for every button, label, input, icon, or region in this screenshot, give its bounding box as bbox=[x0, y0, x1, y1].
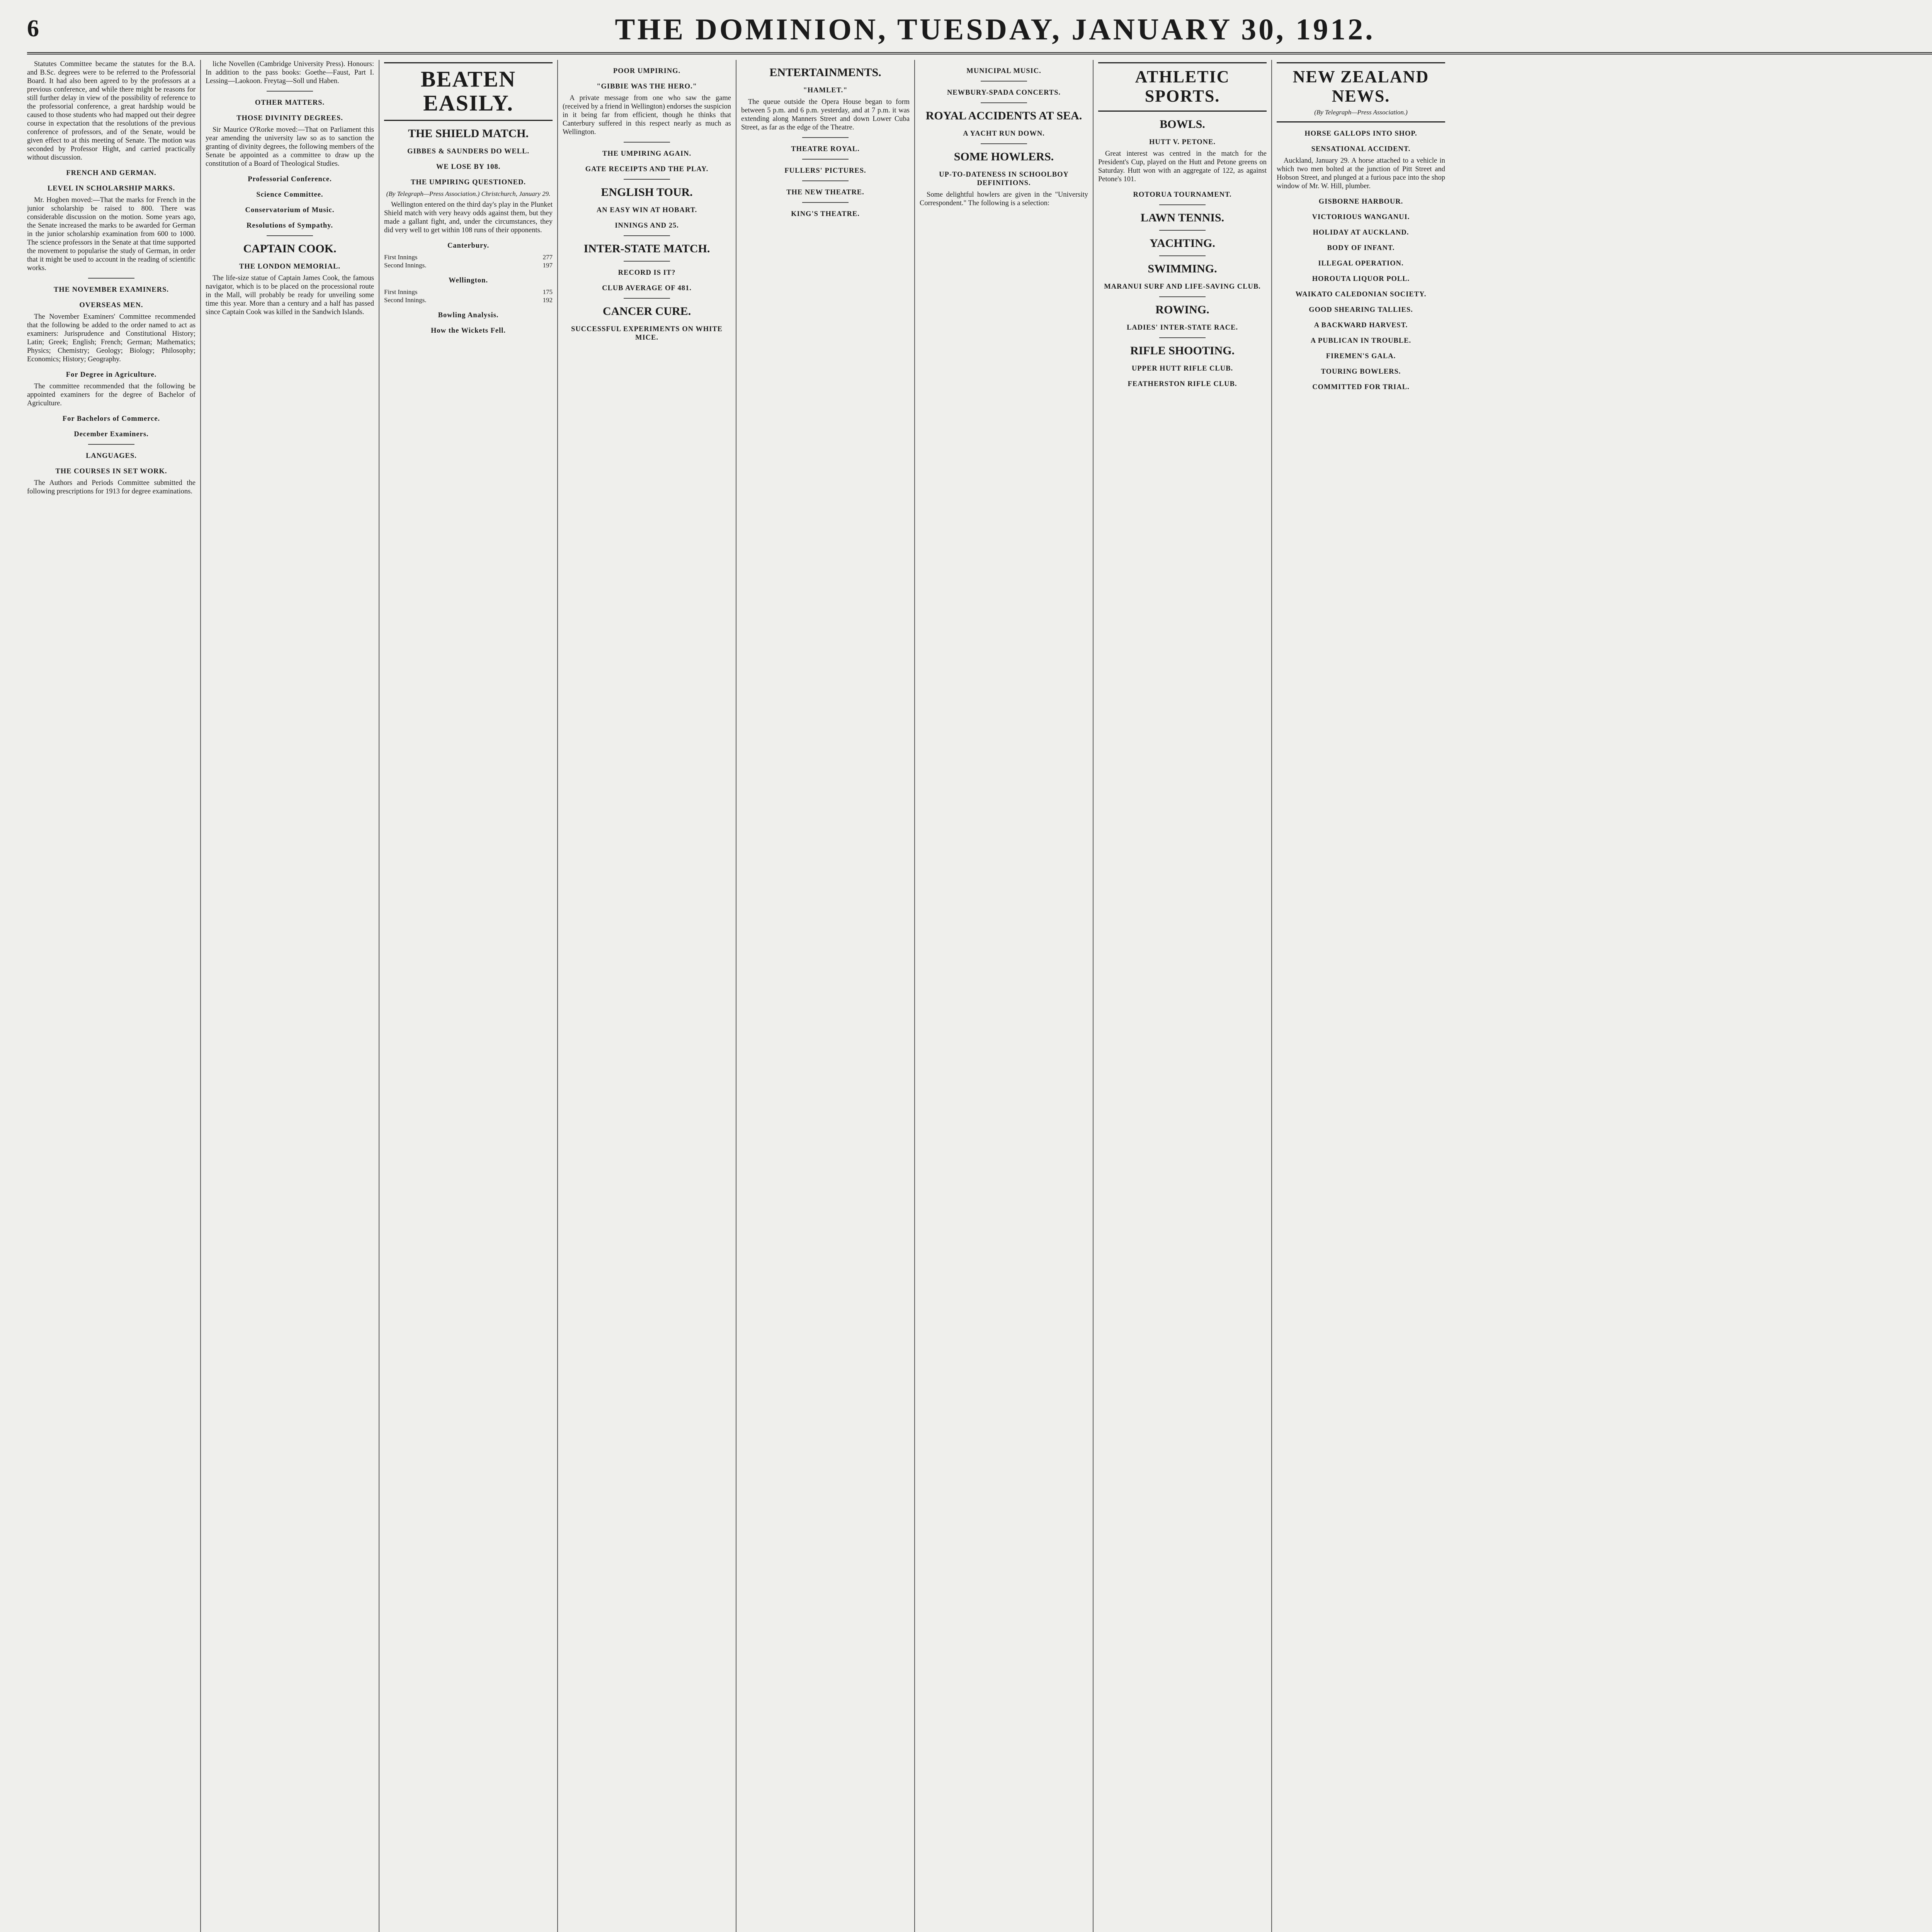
divider bbox=[1159, 296, 1206, 297]
headline: THE LONDON MEMORIAL. bbox=[239, 263, 341, 270]
article-text: The November Examiners' Committee recommended that the following be added to the order named to act as examiners: Jurisprudence and Constitutional History; Latin; Greek; English; French; German; Mathematics; Physics; Chemistry; Geology; Biology; Philosophy; Economics; History; Geography. bbox=[27, 313, 196, 363]
headline: MARANUI SURF AND LIFE-SAVING CLUB. bbox=[1104, 283, 1261, 291]
subhead: Conservatorium of Music. bbox=[245, 206, 335, 214]
article-text: The Authors and Periods Committee submitted the following prescriptions for 1913 for degree examinations. bbox=[27, 479, 196, 495]
headline: SENSATIONAL ACCIDENT. bbox=[1311, 145, 1411, 153]
table-row bbox=[384, 296, 553, 304]
headline: THE NEW THEATRE. bbox=[786, 189, 864, 196]
divider bbox=[624, 179, 670, 180]
column-rule bbox=[914, 60, 915, 1932]
divider bbox=[981, 102, 1027, 103]
headline: SWIMMING. bbox=[1148, 262, 1217, 275]
headline: LADIES' INTER-STATE RACE. bbox=[1126, 324, 1238, 332]
table-cell: Second Innings. bbox=[384, 296, 427, 304]
column-rule bbox=[557, 60, 558, 1932]
dateline: (By Telegraph—Press Association.) Christchurch, January 29. bbox=[386, 190, 551, 197]
headline: ROYAL ACCIDENTS AT SEA. bbox=[925, 109, 1082, 122]
divider bbox=[802, 137, 849, 138]
headline: NEW ZEALAND NEWS. bbox=[1293, 67, 1429, 105]
headline: FRENCH AND GERMAN. bbox=[66, 169, 156, 177]
headline: THE UMPIRING QUESTIONED. bbox=[411, 179, 526, 186]
headline: GOOD SHEARING TALLIES. bbox=[1309, 306, 1413, 314]
headline: BODY OF INFANT. bbox=[1327, 244, 1395, 252]
column-rule bbox=[1093, 60, 1094, 1932]
article-text: Some delightful howlers are given in the "University Correspondent." The following is a selection: bbox=[920, 191, 1088, 207]
headline: UP-TO-DATENESS IN SCHOOLBOY DEFINITIONS. bbox=[939, 171, 1069, 187]
divider bbox=[624, 142, 670, 143]
table-row bbox=[384, 253, 553, 261]
divider bbox=[1159, 255, 1206, 256]
headline: WAIKATO CALEDONIAN SOCIETY. bbox=[1295, 291, 1427, 298]
headline: GISBORNE HARBOUR. bbox=[1318, 198, 1403, 206]
divider bbox=[802, 159, 849, 160]
headline: HOLIDAY AT AUCKLAND. bbox=[1313, 229, 1409, 236]
article-text: The life-size statue of Captain James Cook, the famous navigator, which is to be placed on the processional route in the Mall, will probably be ready for unveiling some time this year. More than a century and a half has passed since Captain Cook was killed in the Sandwich Islands. bbox=[206, 274, 374, 316]
table-cell: First Innings bbox=[384, 288, 418, 296]
subhead: December Examiners. bbox=[74, 430, 149, 438]
headline: ENTERTAINMENTS. bbox=[769, 66, 881, 79]
headline: SUCCESSFUL EXPERIMENTS ON WHITE MICE. bbox=[571, 325, 723, 342]
headline: ILLEGAL OPERATION. bbox=[1318, 260, 1404, 267]
headline: INNINGS AND 25. bbox=[615, 222, 679, 230]
score-table bbox=[384, 253, 553, 269]
article-text: liche Novellen (Cambridge University Press). Honours: In addition to the pass books: Goethe—Faust, Part I. Lessing—Laokoon. Freytag—Soll und Haben. bbox=[206, 60, 374, 85]
headline: NEWBURY-SPADA CONCERTS. bbox=[947, 89, 1061, 97]
headline: BEATEN EASILY. bbox=[420, 66, 516, 116]
headline-box bbox=[1277, 62, 1445, 122]
headline: THE NOVEMBER EXAMINERS. bbox=[54, 286, 169, 294]
headline: ENGLISH TOUR. bbox=[601, 186, 693, 199]
score-table bbox=[384, 288, 553, 304]
divider bbox=[88, 444, 134, 445]
headline: LANGUAGES. bbox=[86, 452, 137, 460]
divider bbox=[88, 278, 134, 279]
headline: OVERSEAS MEN. bbox=[79, 301, 143, 309]
subhead: How the Wickets Fell. bbox=[431, 327, 506, 335]
headline: FIREMEN'S GALA. bbox=[1326, 352, 1396, 360]
subhead: For Degree in Agriculture. bbox=[66, 371, 157, 379]
table-cell: 192 bbox=[543, 296, 553, 304]
headline: A BACKWARD HARVEST. bbox=[1314, 321, 1408, 329]
table-row bbox=[384, 261, 553, 269]
table-cell: 277 bbox=[543, 253, 553, 261]
headline: THOSE DIVINITY DEGREES. bbox=[236, 114, 343, 122]
newspaper-page bbox=[27, 10, 1932, 1932]
column-5 bbox=[741, 60, 910, 1932]
headline: THE UMPIRING AGAIN. bbox=[602, 150, 692, 158]
divider bbox=[267, 91, 313, 92]
headline: COMMITTED FOR TRIAL. bbox=[1312, 383, 1410, 391]
table-cell: First Innings bbox=[384, 253, 418, 261]
headline: SOME HOWLERS. bbox=[954, 150, 1054, 163]
headline: HOROUTA LIQUOR POLL. bbox=[1312, 275, 1410, 283]
subhead: Professorial Conference. bbox=[248, 175, 332, 183]
dateline: (By Telegraph—Press Association.) bbox=[1314, 109, 1408, 116]
subhead: Resolutions of Sympathy. bbox=[247, 222, 333, 230]
columns bbox=[27, 60, 1932, 1932]
subhead: Canterbury. bbox=[447, 242, 490, 250]
headline: FEATHERSTON RIFLE CLUB. bbox=[1128, 380, 1237, 388]
subhead: Science Committee. bbox=[256, 191, 323, 199]
headline: BOWLS. bbox=[1160, 118, 1205, 131]
headline: LEVEL IN SCHOLARSHIP MARKS. bbox=[47, 185, 175, 192]
headline: LAWN TENNIS. bbox=[1140, 211, 1225, 224]
article-text: Statutes Committee became the statutes for the B.A. and B.Sc. degrees were to be referred to the Professorial Board. It had also been agreed to by the professors at a previous conference, and while there might be reasons for still further delay in view of the possibility of reference to the professorial conference, a great hardship would be caused to those students who had mapped out their degree course in expectation that the resolutions of the previous conference of professors, and of the Senate, would be given effect to at this meeting of Senate. The motion was seconded by Professor Hight, and carried practically without discussion. bbox=[27, 60, 196, 162]
headline: A PUBLICAN IN TROUBLE. bbox=[1310, 337, 1412, 345]
headline: CANCER CURE. bbox=[602, 305, 691, 318]
divider bbox=[1159, 204, 1206, 205]
headline: UPPER HUTT RIFLE CLUB. bbox=[1131, 365, 1233, 372]
article-text: Great interest was centred in the match for the President's Cup, played on the Hutt and Petone greens on Saturday. Hutt won with an aggregate of 122, as against Petone's 101. bbox=[1098, 150, 1267, 183]
article-text: A private message from one who saw the game (received by a friend in Wellington) endorses the suspicion in it being far from efficient, though he thinks that Canterbury suffered in this respect nearly as much as Wellington. bbox=[563, 94, 731, 136]
headline: RIFLE SHOOTING. bbox=[1130, 344, 1235, 357]
column-4 bbox=[563, 60, 731, 1932]
headline: RECORD IS IT? bbox=[618, 269, 676, 277]
article-text: The queue outside the Opera House began to form between 5 p.m. and 6 p.m. yesterday, and at 7 p.m. it was extending along Manners Street and down Lower Cuba Street, as far as the edge of the Theatre. bbox=[741, 98, 910, 131]
table-cell: 197 bbox=[543, 262, 553, 269]
headline: ROWING. bbox=[1155, 303, 1209, 316]
headline: MUNICIPAL MUSIC. bbox=[966, 67, 1041, 75]
article-text: The committee recommended that the following be appointed examiners for the degree of Bachelor of Agriculture. bbox=[27, 383, 196, 407]
subhead: Wellington. bbox=[449, 277, 488, 284]
headline-box bbox=[1098, 62, 1267, 112]
article-text: Wellington entered on the third day's play in the Plunket Shield match with very heavy odds against them, but they made a gallant fight, and, under the circumstances, they did very well to get within 108 runs of their opponents. bbox=[384, 201, 553, 234]
article-text: Auckland, January 29. A horse attached to a vehicle in which two men bolted at the junction of Pitt Street and Hobson Street, and plunged at a furious pace into the shop window of Mr. W. Hill, plumber. bbox=[1277, 157, 1445, 190]
headline: YACHTING. bbox=[1150, 237, 1215, 250]
divider bbox=[802, 202, 849, 203]
column-2 bbox=[206, 60, 374, 1932]
table-cell: 175 bbox=[543, 288, 553, 296]
page-number: 6 bbox=[27, 15, 39, 42]
article-text: Mr. Hogben moved:—That the marks for French in the junior scholarship be raised to 800. There was considerable discussion on the motion. Some years ago, the Senate increased the marks to be awarded for German in the junior scholarship examination from 600 to 1000. The science professors in the Senate at that time supported the movement to popularise the study of German, in order that it might be used to account in the reading of scientific works. bbox=[27, 196, 196, 272]
column-3 bbox=[384, 60, 553, 1932]
divider bbox=[624, 261, 670, 262]
table-cell: Second Innings. bbox=[384, 262, 427, 269]
headline: THE COURSES IN SET WORK. bbox=[55, 468, 167, 475]
masthead bbox=[27, 10, 1932, 54]
headline: GATE RECEIPTS AND THE PLAY. bbox=[585, 165, 709, 173]
divider bbox=[267, 235, 313, 236]
headline: "HAMLET." bbox=[803, 87, 848, 94]
headline: CLUB AVERAGE OF 481. bbox=[602, 284, 692, 292]
headline: A YACHT RUN DOWN. bbox=[963, 130, 1045, 138]
divider bbox=[802, 180, 849, 181]
table-row bbox=[384, 288, 553, 296]
headline: AN EASY WIN AT HOBART. bbox=[596, 206, 697, 214]
headline: OTHER MATTERS. bbox=[255, 99, 325, 107]
divider bbox=[624, 298, 670, 299]
headline: CAPTAIN COOK. bbox=[243, 242, 337, 255]
headline: THE SHIELD MATCH. bbox=[408, 127, 529, 140]
headline: GIBBES & SAUNDERS DO WELL. bbox=[407, 148, 530, 155]
divider bbox=[981, 81, 1027, 82]
newspaper-title: THE DOMINION, TUESDAY, JANUARY 30, 1912. bbox=[615, 12, 1375, 46]
headline: ATHLETIC SPORTS. bbox=[1135, 67, 1230, 105]
divider bbox=[624, 235, 670, 236]
headline: INTER-STATE MATCH. bbox=[583, 242, 710, 255]
column-rule bbox=[1271, 60, 1272, 1932]
headline: "GIBBIE WAS THE HERO." bbox=[597, 83, 697, 90]
headline: TOURING BOWLERS. bbox=[1321, 368, 1401, 376]
headline: HUTT V. PETONE. bbox=[1149, 138, 1216, 146]
column-8 bbox=[1277, 60, 1445, 1932]
headline: ROTORUA TOURNAMENT. bbox=[1133, 191, 1232, 199]
column-rule bbox=[200, 60, 201, 1932]
article-text: Sir Maurice O'Rorke moved:—That on Parliament this year amending the university law so as to sanction the granting of divinity degrees, the following members of the Senate be appointed as a committee to draw up the constitution of a Board of Theological Studies. bbox=[206, 126, 374, 168]
subhead: For Bachelors of Commerce. bbox=[62, 415, 160, 423]
column-1 bbox=[27, 60, 196, 1932]
divider bbox=[981, 143, 1027, 144]
headline: HORSE GALLOPS INTO SHOP. bbox=[1304, 130, 1417, 138]
headline: VICTORIOUS WANGANUI. bbox=[1312, 213, 1410, 221]
headline-box bbox=[384, 62, 553, 121]
headline: KING'S THEATRE. bbox=[791, 210, 860, 218]
divider bbox=[1159, 230, 1206, 231]
headline: THEATRE ROYAL. bbox=[791, 145, 860, 153]
divider bbox=[1159, 337, 1206, 338]
headline: POOR UMPIRING. bbox=[613, 67, 681, 75]
headline: FULLERS' PICTURES. bbox=[784, 167, 866, 175]
column-6 bbox=[920, 60, 1088, 1932]
subhead: Bowling Analysis. bbox=[438, 311, 499, 319]
column-7 bbox=[1098, 60, 1267, 1932]
headline: WE LOSE BY 108. bbox=[436, 163, 501, 171]
